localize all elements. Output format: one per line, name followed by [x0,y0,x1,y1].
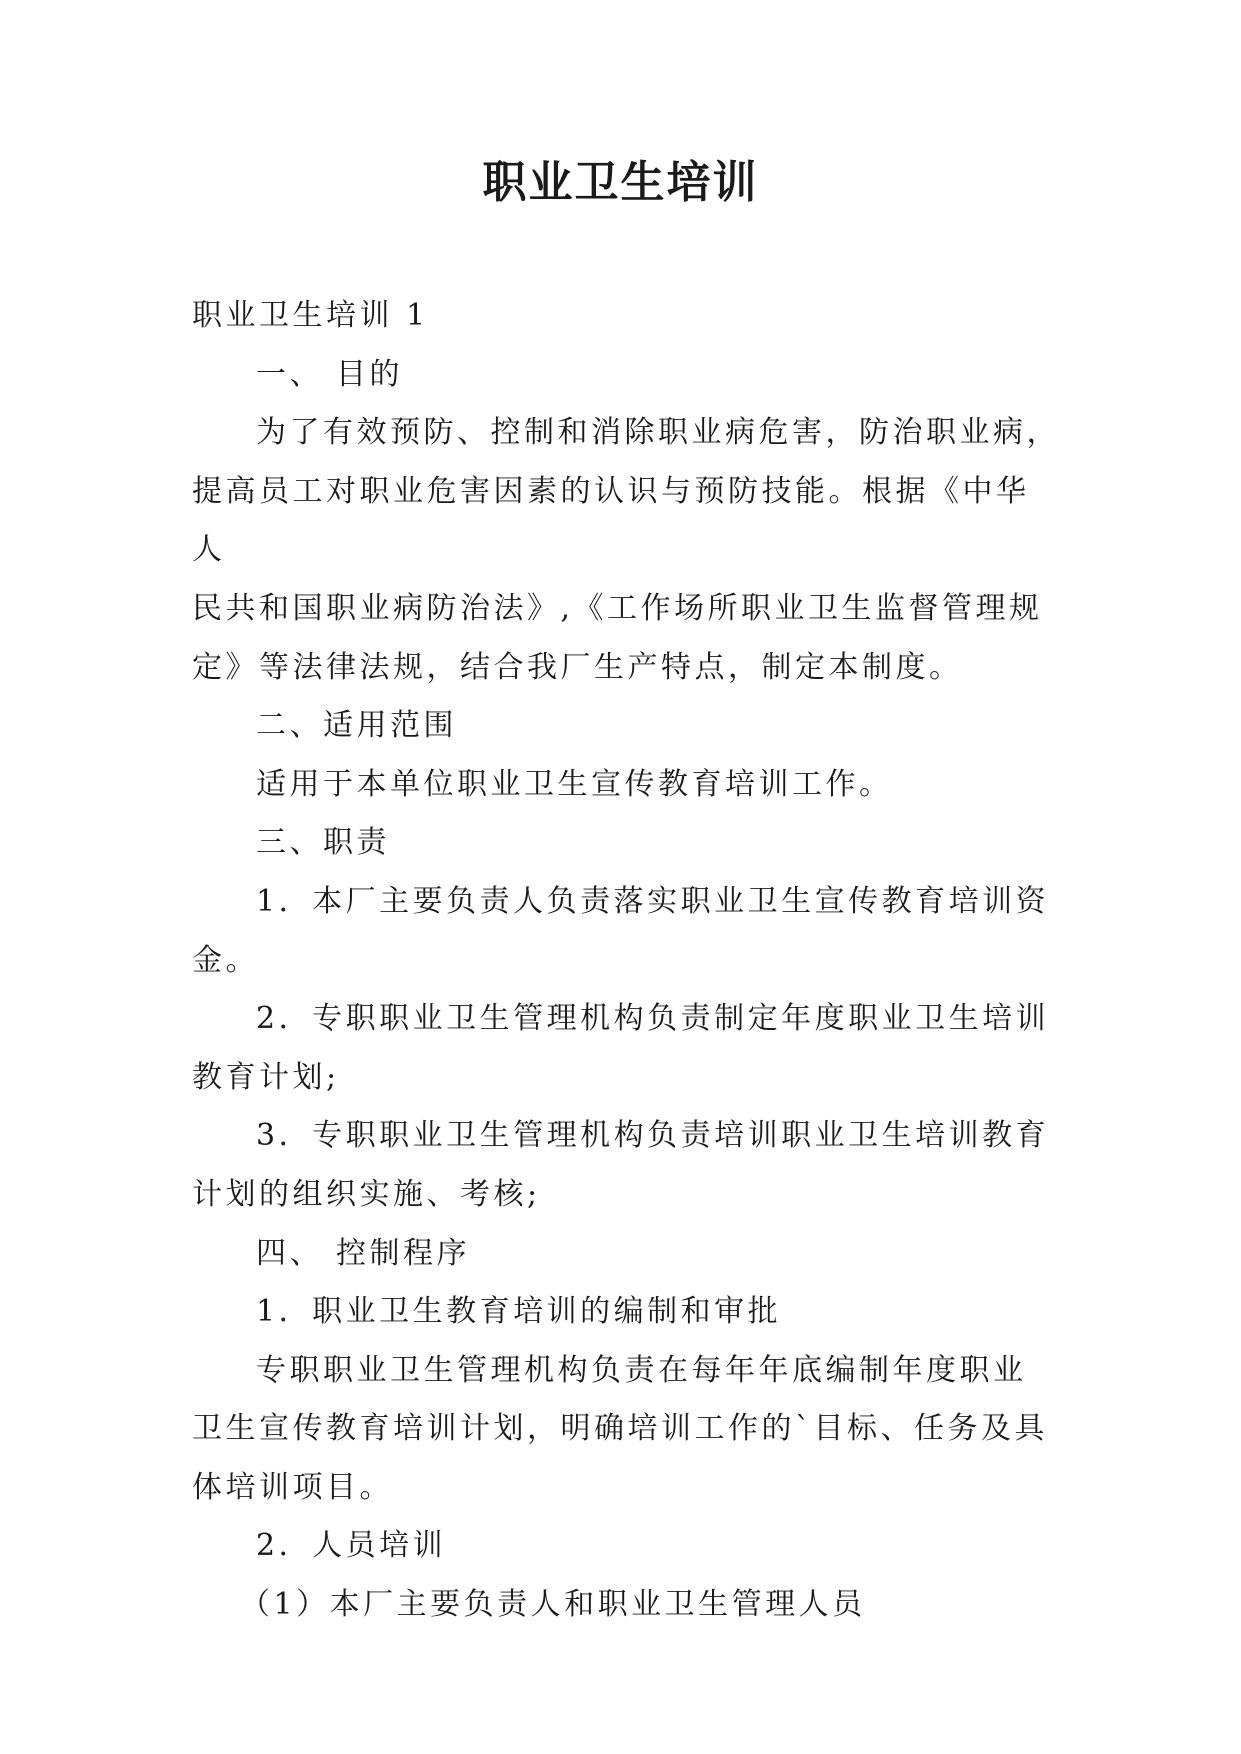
subsection-heading: 1．职业卫生教育培训的编制和审批 [256,1294,782,1330]
paragraph-line: 计划的组织实施、考核; [192,1176,541,1212]
paragraph-line: 适用于本单位职业卫生宣传教育培训工作。 [256,766,893,802]
list-item: （1）本厂主要负责人和职业卫生管理人员 [240,1587,866,1623]
paragraph-line: 提高员工对职业危害因素的认识与预防技能。根据《中华人 [192,473,1030,568]
list-item: 3．专职职业卫生管理机构负责培训职业卫生培训教育 [256,1118,1050,1154]
paragraph-line: 体培训项目。 [192,1469,393,1505]
paragraph-line: 定》等法律法规，结合我厂生产特点，制定本制度。 [192,649,963,685]
section-heading: 一、 目的 [256,356,404,392]
section-heading: 三、职责 [256,825,390,861]
paragraph-line: 金。 [192,942,259,978]
paragraph-line: 卫生宣传教育培训计划，明确培训工作的`目标、任务及具 [192,1411,1048,1447]
paragraph-line: 为了有效预防、控制和消除职业病危害，防治职业病， [256,415,1060,451]
section-heading: 四、 控制程序 [256,1235,471,1271]
subsection-heading: 2．人员培训 [256,1528,447,1564]
list-item: 2．专职职业卫生管理机构负责制定年度职业卫生培训 [256,1001,1050,1037]
document-title: 职业卫生培训 [482,157,759,208]
section-heading: 二、适用范围 [256,708,457,744]
section-heading: 职业卫生培训 1 [192,298,429,333]
paragraph-line: 民共和国职业病防治法》,《工作场所职业卫生监督管理规 [192,590,1043,626]
paragraph-line: 专职职业卫生管理机构负责在每年年底编制年度职业 [256,1352,1027,1388]
list-item: 1．本厂主要负责人负责落实职业卫生宣传教育培训资 [256,883,1050,919]
document-body [192,287,1062,1635]
paragraph-line: 教育计划; [192,1059,340,1095]
